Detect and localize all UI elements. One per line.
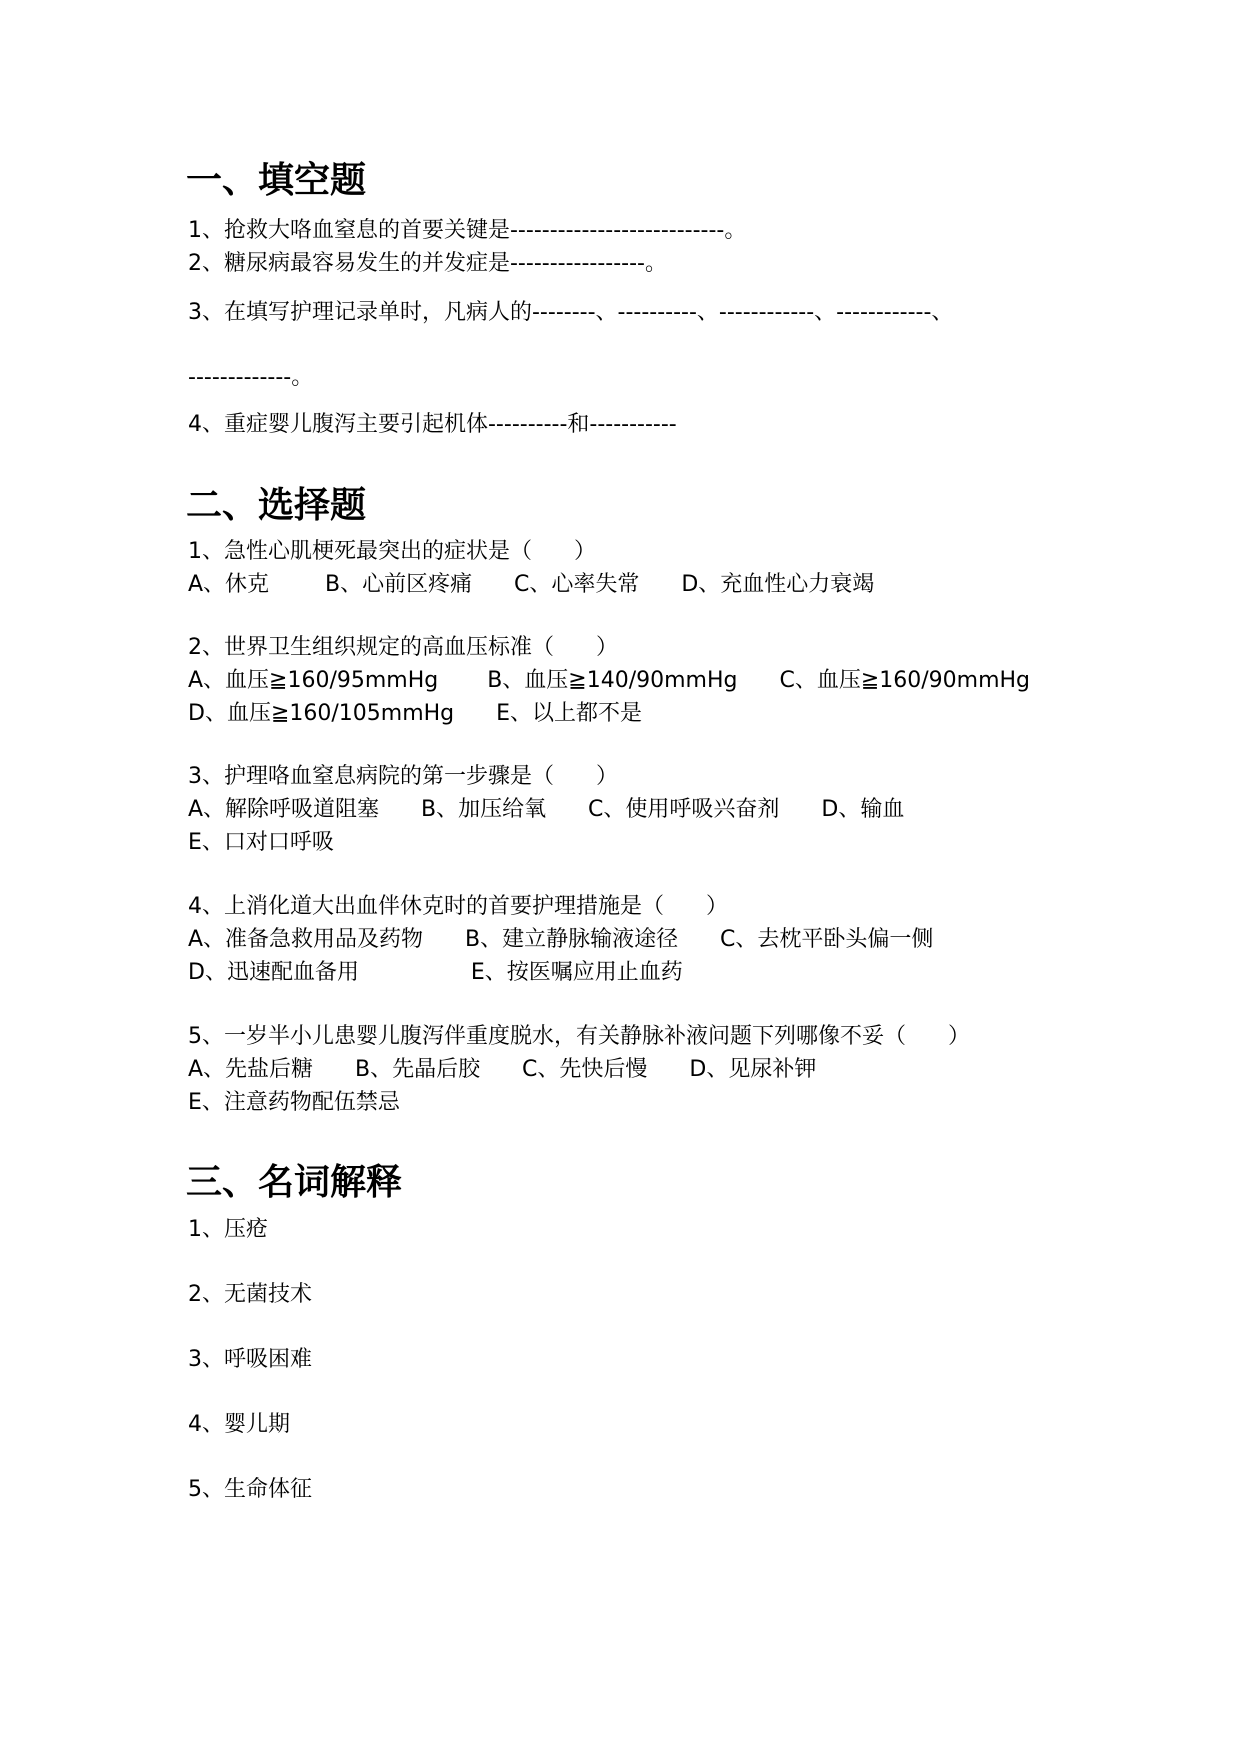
choice-question-1-options: A、休克 B、心前区疼痛 C、心率失常 D、充血性心力衰竭 bbox=[188, 572, 875, 597]
fill-blank-question-3-line-1: 3、在填写护理记录单时，凡病人的--------、----------、------------、------------、 bbox=[188, 300, 954, 325]
choice-question-4-options-line-1: A、准备急救用品及药物 B、建立静脉输液途径 C、去枕平卧头偏一侧 bbox=[188, 927, 934, 952]
choice-question-3-options-line-2: E、口对口呼吸 bbox=[188, 830, 334, 855]
term-item-1: 1、压疮 bbox=[188, 1217, 268, 1242]
choice-question-3-options-line-1: A、解除呼吸道阻塞 B、加压给氧 C、使用呼吸兴奋剂 D、输血 bbox=[188, 797, 905, 822]
choice-question-5-options-line-2: E、注意药物配伍禁忌 bbox=[188, 1090, 400, 1115]
term-item-5: 5、生命体征 bbox=[188, 1477, 312, 1502]
section-heading-terms: 三、名词解释 bbox=[186, 1161, 403, 1203]
choice-question-1-stem: 1、急性心肌梗死最突出的症状是（ ） bbox=[188, 539, 596, 564]
choice-question-5-stem: 5、一岁半小儿患婴儿腹泻伴重度脱水，有关静脉补液问题下列哪像不妥（ ） bbox=[188, 1024, 970, 1049]
choice-question-3-stem: 3、护理咯血窒息病院的第一步骤是（ ） bbox=[188, 764, 618, 789]
fill-blank-question-3-line-2: -------------。 bbox=[188, 365, 314, 390]
fill-blank-question-1: 1、抢救大咯血窒息的首要关键是---------------------------。 bbox=[188, 218, 747, 243]
choice-question-2-options-line-1: A、血压≧160/95mmHg B、血压≧140/90mmHg C、血压≧160/90mmHg bbox=[188, 668, 1031, 693]
term-item-2: 2、无菌技术 bbox=[188, 1282, 312, 1307]
choice-question-5-options-line-1: A、先盐后糖 B、先晶后胶 C、先快后慢 D、见尿补钾 bbox=[188, 1057, 817, 1082]
choice-question-4-stem: 4、上消化道大出血伴休克时的首要护理措施是（ ） bbox=[188, 894, 728, 919]
term-item-3: 3、呼吸困难 bbox=[188, 1347, 312, 1372]
section-heading-choice: 二、选择题 bbox=[186, 484, 367, 526]
choice-question-2-options-line-2: D、血压≧160/105mmHg E、以上都不是 bbox=[188, 701, 642, 726]
choice-question-2-stem: 2、世界卫生组织规定的高血压标准（ ） bbox=[188, 635, 618, 660]
fill-blank-question-4: 4、重症婴儿腹泻主要引起机体----------和----------- bbox=[188, 412, 677, 437]
section-heading-fill-blank: 一、填空题 bbox=[186, 159, 367, 201]
term-item-4: 4、婴儿期 bbox=[188, 1412, 290, 1437]
choice-question-4-options-line-2: D、迅速配血备用 E、按医嘱应用止血药 bbox=[188, 960, 683, 985]
fill-blank-question-2: 2、糖尿病最容易发生的并发症是-----------------。 bbox=[188, 251, 667, 276]
